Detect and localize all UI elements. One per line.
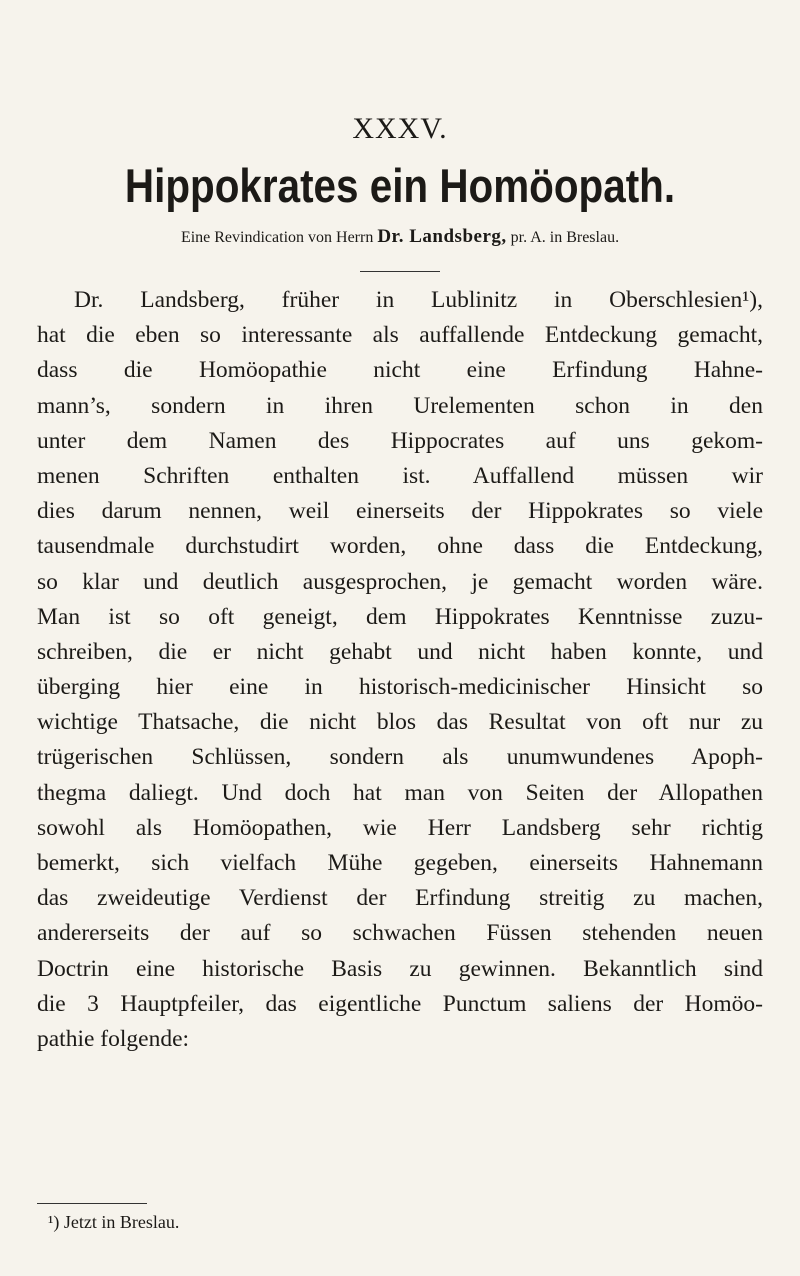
subtitle-author: Dr. Landsberg, (377, 226, 507, 247)
footnote-divider (37, 1203, 147, 1204)
body-line: hat die eben so interessante als auffallende Entdeckung gemacht, (37, 322, 763, 349)
footnote: ¹) Jetzt in Breslau. (48, 1212, 180, 1232)
title-divider (360, 271, 440, 272)
body-line: überging hier eine in historisch-medicinischer Hinsicht so (37, 674, 763, 701)
body-line: Man ist so oft geneigt, dem Hippokrates Kenntnisse zuzu- (37, 603, 763, 630)
body-line: Dr. Landsberg, früher in Lublinitz in Oberschlesien¹), (74, 287, 763, 313)
body-line: das zweideutige Verdienst der Erfindung streitig zu machen, (37, 885, 763, 912)
body-text (37, 283, 763, 1057)
body-line: andererseits der auf so schwachen Füssen stehenden neuen (37, 920, 763, 947)
body-line: tausendmale durchstudirt worden, ohne dass die Entdeckung, (37, 533, 763, 560)
body-line: schreiben, die er nicht gehabt und nicht haben konnte, und (37, 638, 763, 665)
body-line: dass die Homöopathie nicht eine Erfindung Hahne- (37, 357, 763, 384)
body-line: thegma daliegt. Und doch hat man von Seiten der Allopathen (37, 779, 763, 806)
body-line: so klar und deutlich ausgesprochen, je gemacht worden wäre. (37, 568, 763, 595)
body-line: unter dem Namen des Hippocrates auf uns gekom- (37, 427, 763, 454)
body-line: bemerkt, sich vielfach Mühe gegeben, einerseits Hahnemann (37, 850, 763, 876)
body-line: sowohl als Homöopathen, wie Herr Landsberg sehr richtig (37, 814, 763, 841)
body-line: mann’s, sondern in ihren Urelementen schon in den (37, 392, 763, 419)
chapter-title: Hippokrates ein Homöopath. (124, 159, 676, 212)
subtitle-suffix: pr. A. in Breslau. (510, 229, 620, 246)
chapter-subtitle (0, 226, 800, 248)
chapter-number: XXXV. (352, 112, 448, 145)
body-line: trügerischen Schlüssen, sondern als unumwundenes Apoph- (37, 744, 763, 771)
body-line: wichtige Thatsache, die nicht blos das Resultat von oft nur zu (37, 709, 763, 736)
body-line: menen Schriften enthalten ist. Auffallend müssen wir (37, 462, 763, 489)
body-line: dies darum nennen, weil einerseits der Hippokrates so viele (37, 498, 763, 525)
body-line: Doctrin eine historische Basis zu gewinnen. Bekanntlich sind (37, 955, 763, 982)
body-line: die 3 Hauptpfeiler, das eigentliche Punctum saliens der Homöo- (37, 990, 763, 1017)
body-line: pathie folgende: (37, 1025, 190, 1052)
subtitle-prefix: Eine Revindication von Herrn (180, 229, 374, 246)
